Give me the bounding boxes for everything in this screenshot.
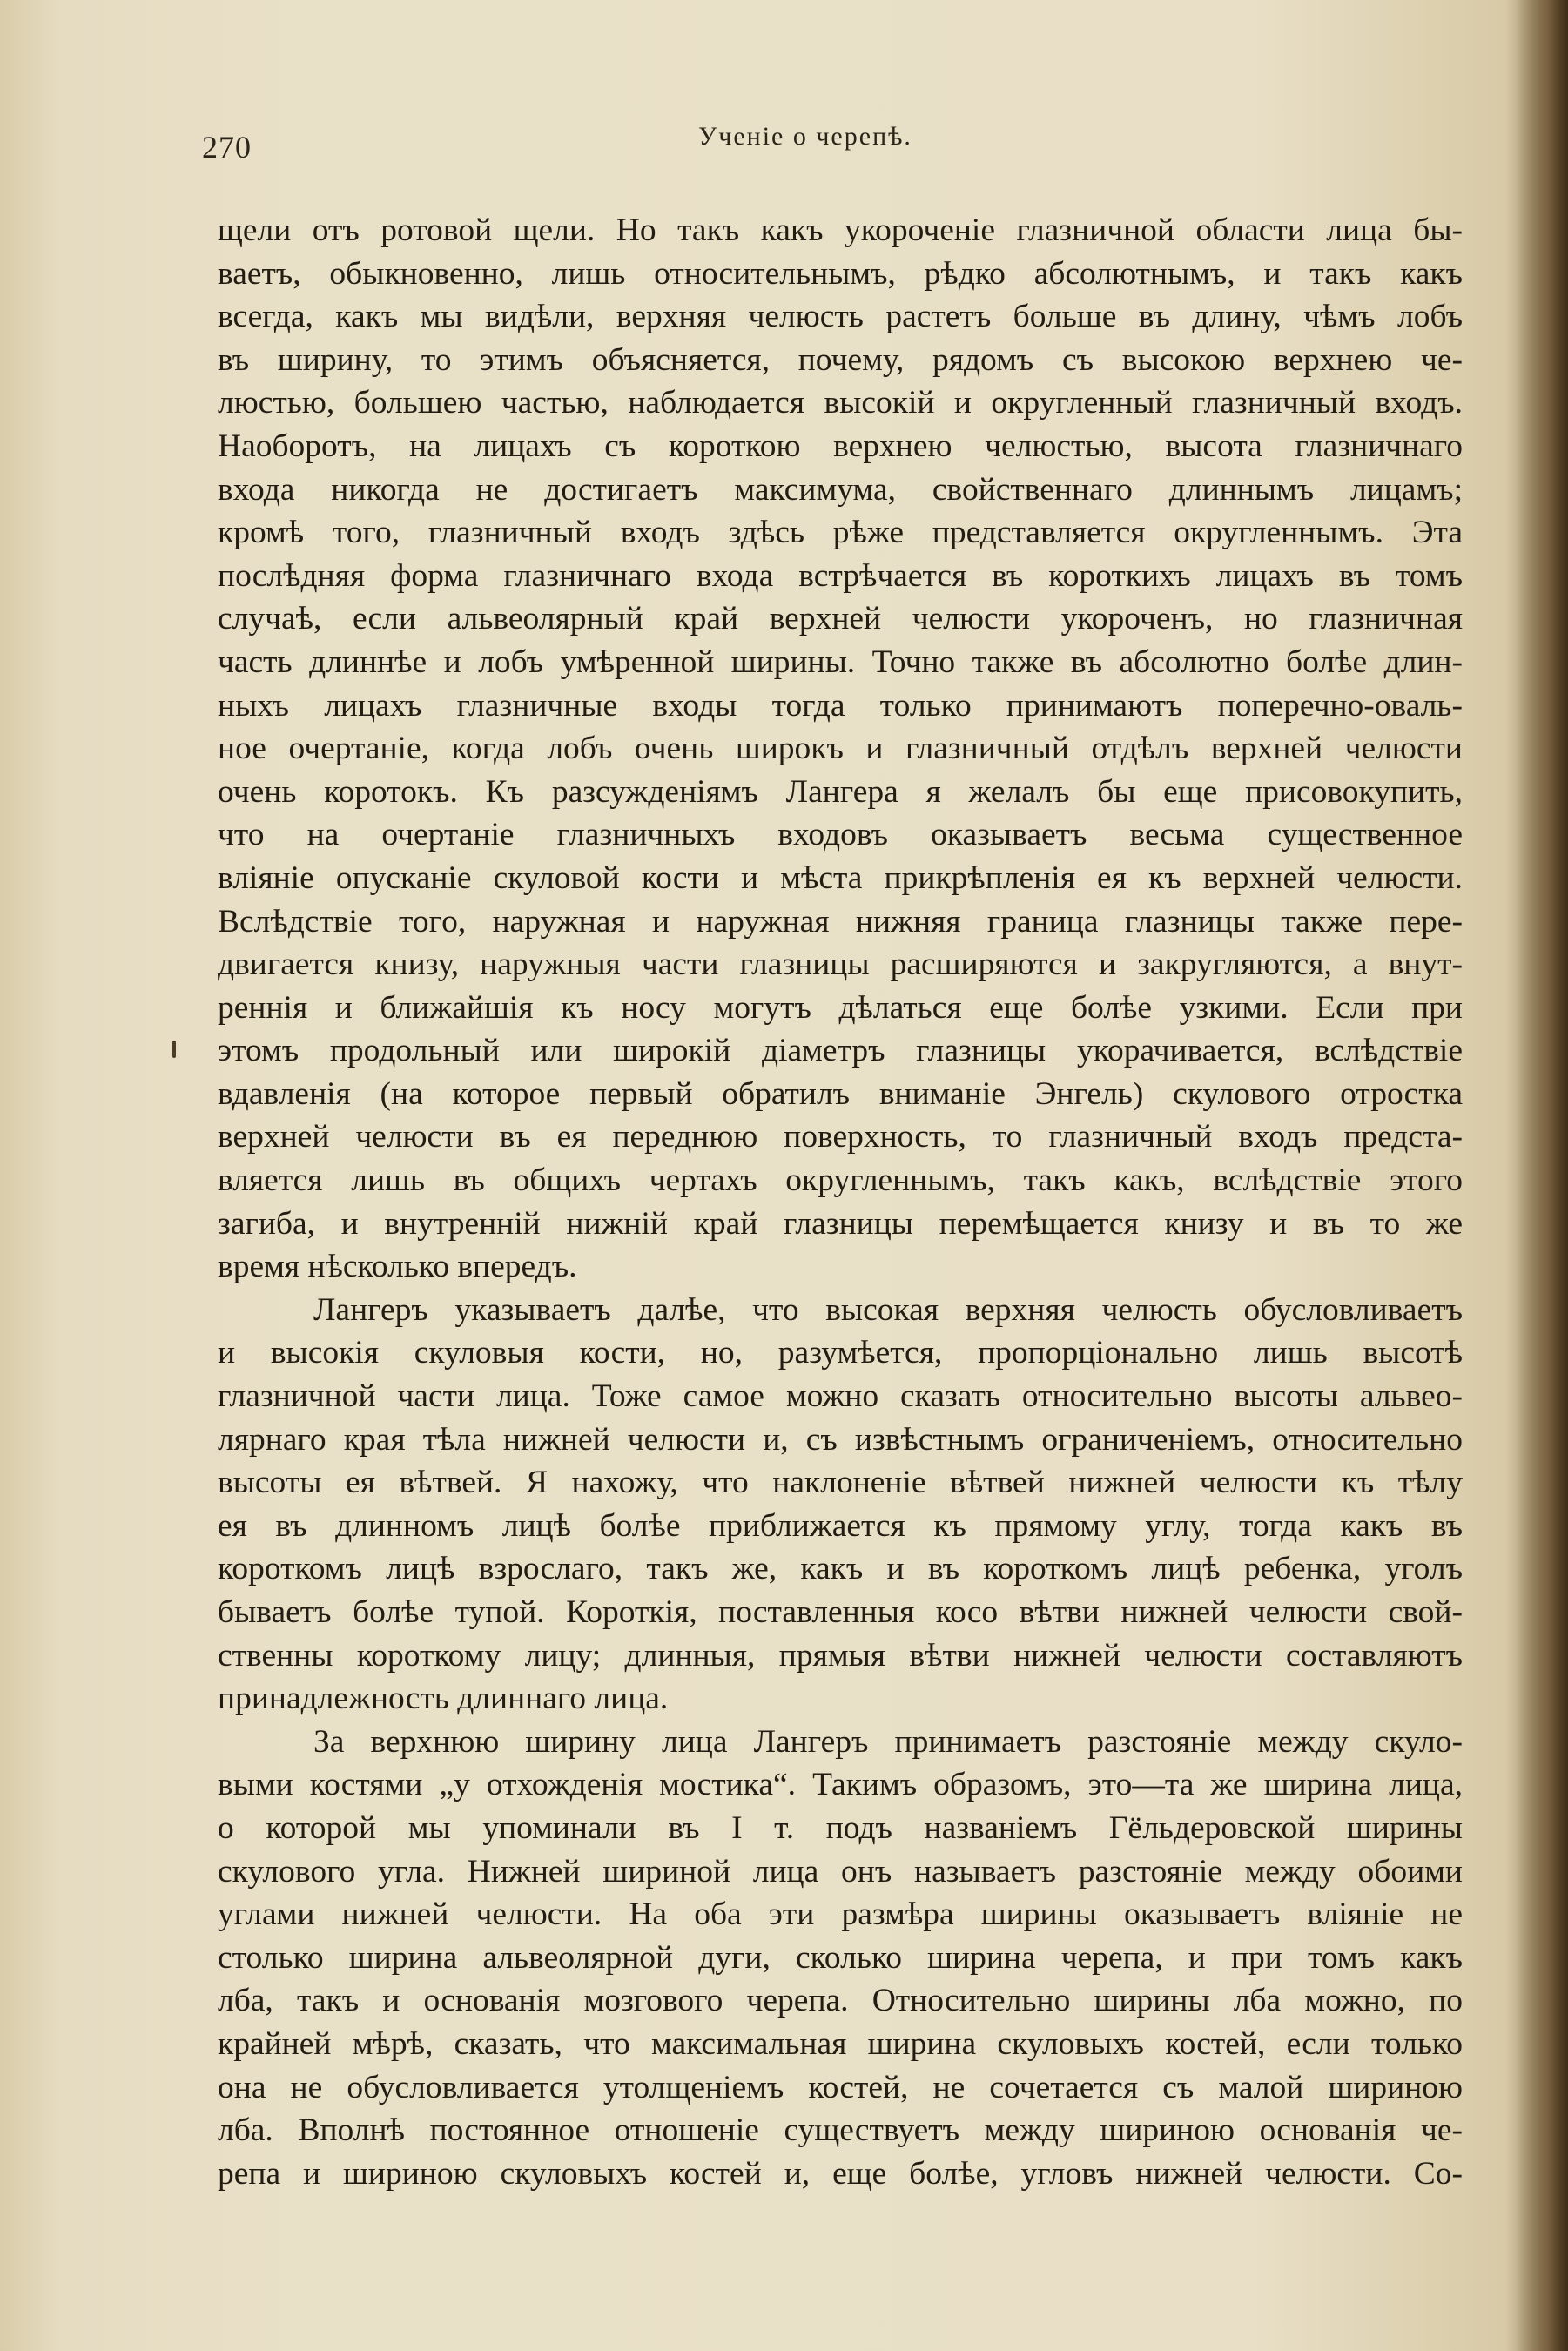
text-line: загиба, и внутренній нижній край глазницы перемѣщается книзу и въ то же [218,1205,1463,1242]
text-line: входа никогда не достигаетъ максимума, свойственнаго длиннымъ лицамъ; [218,471,1463,508]
text-line: углами нижней челюсти. На оба эти размѣра ширины оказываетъ вліяніе не [218,1896,1463,1933]
paragraph [218,209,1463,1289]
text-line: глазничной части лица. Тоже самое можно сказать относительно высоты альвео- [218,1378,1463,1415]
text-line: лба, такъ и основанія мозгового черепа. Относительно ширины лба можно, по [218,1983,1463,2019]
text-line: лба. Вполнѣ постоянное отношеніе существуетъ между шириною основанія че- [218,2112,1463,2149]
paragraph [218,1721,1463,2196]
text-line: о которой мы упоминали въ I т. подъ названіемъ Гёльдеровской ширины [218,1809,1463,1846]
text-line: часть длиннѣе и лобъ умѣренной ширины. Точно также въ абсолютно болѣе длин- [218,643,1463,680]
text-line: и высокія скуловыя кости, но, разумѣется, пропорціонально лишь высотѣ [218,1335,1463,1371]
text-line: ныхъ лицахъ глазничные входы тогда только принимаютъ поперечно-оваль- [218,687,1463,724]
text-line: высоты ея вѣтвей. Я нахожу, что наклоненіе вѣтвей нижней челюсти къ тѣлу [218,1465,1463,1501]
text-line: ваетъ, обыкновенно, лишь относительнымъ, рѣдко абсолютнымъ, и такъ какъ [218,255,1463,292]
text-line: выми костями „у отхожденія мостика“. Такимъ образомъ, это—та же ширина лица, [218,1767,1463,1803]
text-line: ное очертаніе, когда лобъ очень широкъ и глазничный отдѣлъ верхней челюсти [218,731,1463,767]
text-line: вліяніе опусканіе скуловой кости и мѣста прикрѣпленія ея къ верхней челюсти. [218,859,1463,896]
book-spine-shadow [1516,0,1568,2351]
text-line: ственны короткому лицу; длинныя, прямыя вѣтви нижней челюсти составляютъ [218,1637,1463,1674]
text-line: Лангеръ указываетъ далѣе, что высокая верхняя челюсть обусловливаетъ [313,1291,1463,1328]
text-line: ея въ длинномъ лицѣ болѣе приближается къ прямому углу, тогда какъ въ [218,1507,1463,1544]
running-title: Ученіе о черепѣ. [698,122,912,151]
text-line: верхней челюсти въ ея переднюю поверхность, то глазничный входъ предста- [218,1119,1463,1155]
text-line: всегда, какъ мы видѣли, верхняя челюсть растетъ больше въ длину, чѣмъ лобъ [218,299,1463,335]
text-line: щели отъ ротовой щели. Но такъ какъ укороченіе глазничной области лица бы- [218,212,1463,248]
text-line: вляется лишь въ общихъ чертахъ округленнымъ, такъ какъ, вслѣдствіе этого [218,1162,1463,1199]
text-line: время нѣсколько впередъ. [218,1249,577,1285]
text-line: очень коротокъ. Къ разсужденіямъ Лангера я желалъ бы еще присовокупить, [218,773,1463,810]
text-line: послѣдняя форма глазничнаго входа встрѣчается въ короткихъ лицахъ въ томъ [218,557,1463,594]
margin-mark [172,1041,176,1058]
text-line: крайней мѣрѣ, сказать, что максимальная ширина скуловыхъ костей, если только [218,2025,1463,2062]
text-line: люстью, большею частью, наблюдается высокій и округленный глазничный входъ. [218,385,1463,421]
text-line: лярнаго края тѣла нижней челюсти и, съ извѣстнымъ ограниченіемъ, относительно [218,1421,1463,1458]
body-text [218,209,1463,2195]
paragraph [218,1289,1463,1721]
page-number: 270 [202,130,252,165]
text-line: этомъ продольный или широкій діаметръ глазницы укорачивается, вслѣдствіе [218,1033,1463,1069]
text-line: принадлежность длиннаго лица. [218,1681,669,1717]
text-line: случаѣ, если альвеолярный край верхней челюсти укороченъ, но глазничная [218,601,1463,637]
text-line: столько ширина альвеолярной дуги, сколько ширина черепа, и при томъ какъ [218,1939,1463,1976]
text-line: вдавленія (на которое первый обратилъ вниманіе Энгель) скулового отростка [218,1075,1463,1112]
text-line: бываетъ болѣе тупой. Короткія, поставленныя косо вѣтви нижней челюсти свой- [218,1594,1463,1630]
text-line: скулового угла. Нижней шириной лица онъ называетъ разстояніе между обоими [218,1853,1463,1890]
text-line: кромѣ того, глазничный входъ здѣсь рѣже представляется округленнымъ. Эта [218,515,1463,551]
text-line: репа и шириною скуловыхъ костей и, еще болѣе, угловъ нижней челюсти. Со- [218,2155,1463,2192]
text-line: она не обусловливается утолщеніемъ костей, не сочетается съ малой шириною [218,2069,1463,2105]
text-line: реннія и ближайшія къ носу могутъ дѣлаться еще болѣе узкими. Если при [218,989,1463,1026]
text-line: За верхнюю ширину лица Лангеръ принимаетъ разстояніе между скуло- [313,1723,1463,1760]
text-line: Вслѣдствіе того, наружная и наружная нижняя граница глазницы также пере- [218,903,1463,940]
text-line: что на очертаніе глазничныхъ входовъ оказываетъ весьма существенное [218,817,1463,853]
text-line: двигается книзу, наружныя части глазницы расширяются и закругляются, а внут- [218,946,1463,983]
page-header [202,122,1447,174]
text-line: Наоборотъ, на лицахъ съ короткою верхнею челюстью, высота глазничнаго [218,428,1463,464]
text-line: короткомъ лицѣ взрослаго, такъ же, какъ и въ короткомъ лицѣ ребенка, уголъ [218,1551,1463,1587]
text-line: въ ширину, то этимъ объясняется, почему, рядомъ съ высокою верхнею че- [218,341,1463,378]
